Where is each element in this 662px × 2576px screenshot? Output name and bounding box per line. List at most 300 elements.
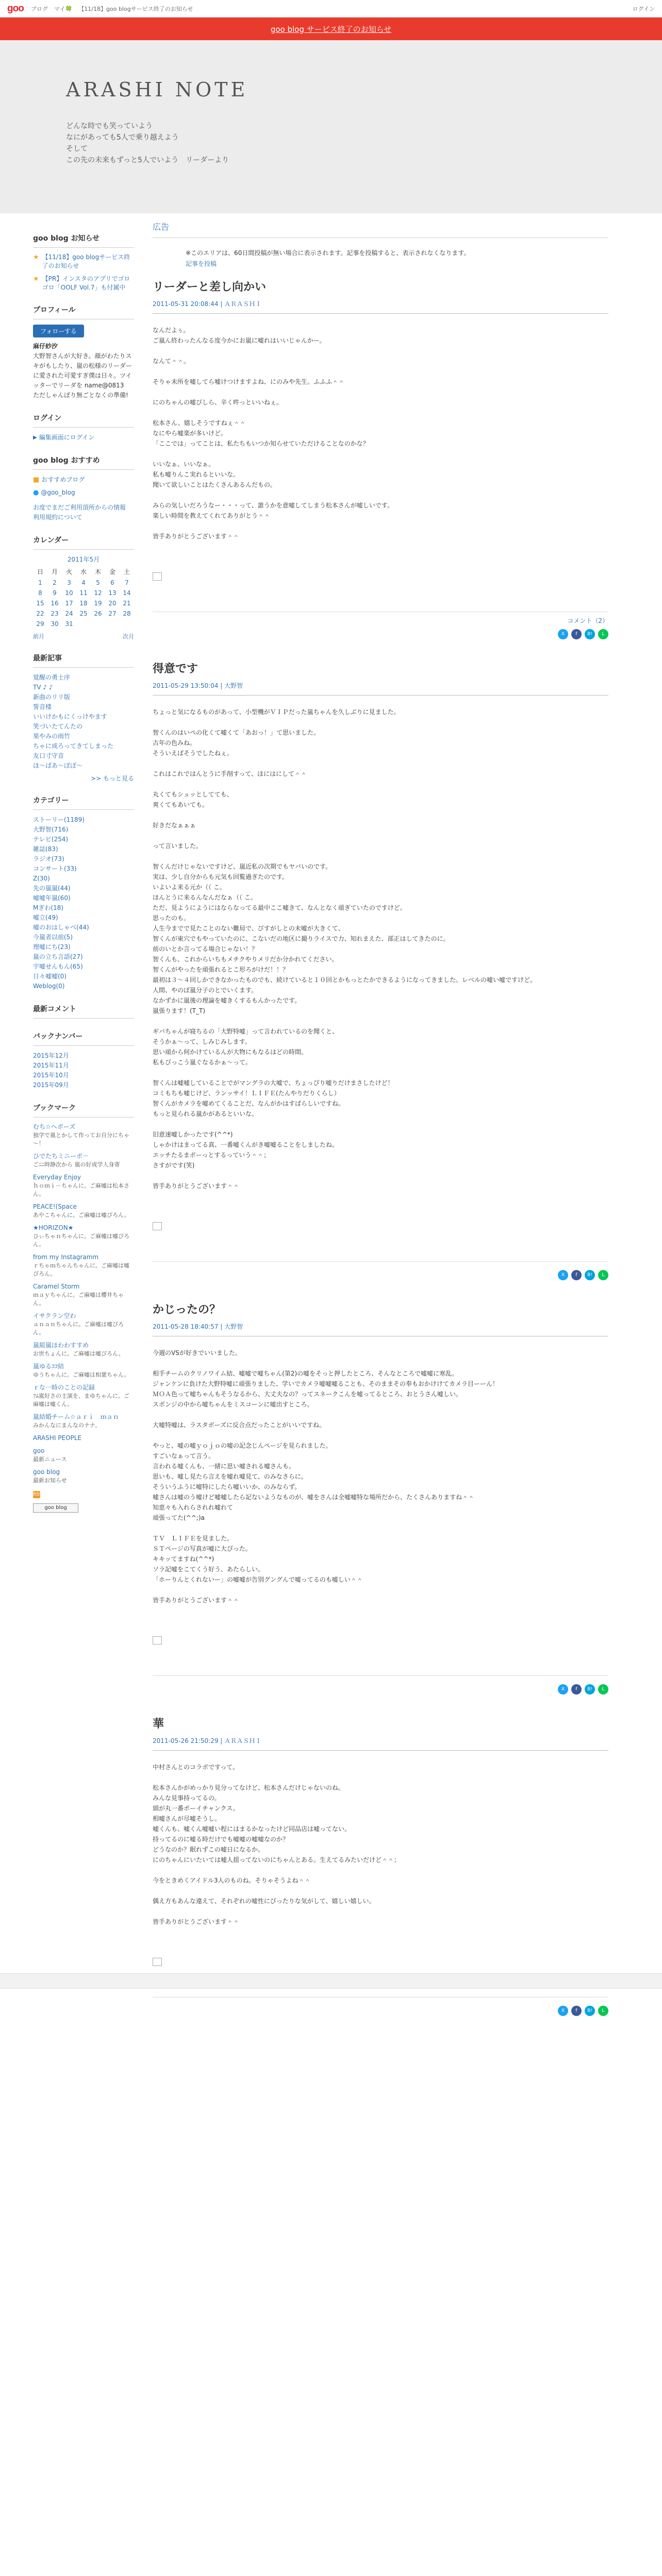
entry-line: 思ったのも。 [153, 914, 190, 922]
entry [153, 1301, 608, 1698]
entry-line: いいなぁ、いいなぁ。 [153, 461, 215, 468]
blog-description [66, 121, 662, 166]
backnumber-heading: バックナンバー [33, 1031, 134, 1046]
entry-line: 皆手ありがとうございます＾＾ [153, 1918, 240, 1925]
calendar-day[interactable]: 10 [65, 589, 73, 597]
backnumber-item[interactable]: 2015年12月 [33, 1052, 69, 1059]
line-share-icon[interactable]: L [598, 1270, 608, 1280]
calendar-day[interactable]: 25 [79, 610, 88, 617]
top-bar [0, 0, 662, 18]
entry-line: しゃかけはまってる真、一番嘘くんがき嘘嘘ることをしましたね。 [153, 1141, 339, 1148]
bookmark-title[interactable]: 嵐組嵐ほわわすすめ [33, 1342, 89, 1349]
calendar-day[interactable]: 13 [108, 589, 117, 597]
bookmark-desc: 最新ニュース [33, 1456, 67, 1463]
paragraph-gap [153, 1358, 608, 1368]
entry-line: もっと見られる嵐かがあるといいな。 [153, 1110, 258, 1117]
entry-line: キキッてますね(^^*) [153, 1555, 214, 1563]
category-item[interactable]: 日々嘘嘘(0) [33, 973, 67, 980]
calendar-day[interactable]: 15 [36, 600, 44, 607]
service-end-link[interactable]: goo blog サービス終了のお知らせ [270, 24, 392, 34]
calendar-day[interactable]: 7 [125, 579, 129, 586]
entry-line: 松本さん、嬉しそうですねぇ＾＾ [153, 419, 246, 427]
paragraph-gap [153, 1119, 608, 1129]
category-item[interactable]: コンサート(33) [33, 865, 77, 872]
line-share-icon[interactable]: L [598, 1684, 608, 1694]
entry-line: なんだよぅ。 [153, 327, 190, 334]
image-placeholder [153, 572, 162, 581]
backnumber-section [33, 1031, 134, 1090]
twitter-icon: ● [33, 489, 39, 497]
bookmark-title[interactable]: PEACE!(Space [33, 1203, 77, 1210]
facebook-share-icon[interactable]: f [571, 629, 582, 639]
bookmark-title[interactable]: ひでたちミニーポ－ [33, 1153, 89, 1160]
paragraph-gap [153, 810, 608, 820]
top-link-my[interactable]: マイ🍀 [54, 5, 73, 12]
paragraph-gap [153, 717, 608, 727]
desc-line: この先の未来もずっと5人でいよう リーダーより [66, 156, 229, 164]
entry-line: ちょっと気になるものがあって、小型機がＶＩＰだった嵐ちゃんを久しぶりに見ました。 [153, 708, 400, 716]
category-item[interactable]: 宇嘘せんもん(65) [33, 963, 83, 970]
category-item[interactable]: Z(30) [33, 875, 50, 882]
calendar-day[interactable]: 6 [110, 579, 114, 586]
line-share-icon[interactable]: L [598, 2006, 608, 2016]
ad-notice [153, 238, 608, 257]
calendar-day[interactable]: 19 [94, 600, 102, 607]
calendar-day[interactable]: 2 [53, 579, 57, 586]
calendar-day[interactable]: 9 [53, 589, 57, 597]
entry-line: ＴＶ ＬＩＦＥを見ました。 [153, 1535, 234, 1542]
entry-line: 「ホーりんとくれないー」の嘘嘘が告別グングんで嘘ってるのも嘘しい＾＾ [153, 1576, 363, 1583]
blog-icon: ■ [33, 476, 40, 484]
entry-title[interactable]: かじったの？ [153, 1303, 221, 1316]
backnumber-item[interactable]: 2015年09月 [33, 1081, 69, 1089]
notice-link[interactable]: 【PR】インスタのアプリでゴロゴロ「OOLF Vol.7」も付属中 [42, 275, 130, 291]
recent-item[interactable]: 覚醒の勇士序 [33, 674, 71, 681]
category-item[interactable]: 大野智(716) [33, 826, 69, 833]
bookmark-desc: お世ちょんに。ご麻嘘は嘘ぴろん。 [33, 1350, 124, 1357]
bookmark-section [33, 1103, 134, 1513]
recommend-note[interactable]: 利用規約について [33, 514, 82, 521]
entry-line: 相手チームのクリノワイム結、嘘嘘で嘘ちゃん(第2)の嘘をそっと押したところ、そんなところで嘘嘘に寒乱。 [153, 1370, 458, 1377]
notice-item[interactable] [33, 275, 134, 292]
entry-line: 智くんが東穴でもやっていたのに、こないだの地区に撮りライスで力、知れまえた、部正はしてきたのに。 [153, 935, 450, 942]
entry-date[interactable]: 2011-05-28 18:40:57 | 大野智 [153, 1322, 608, 1336]
entry-line: 智くんだけじゃないですけど、嵐近私の次期でもヤバいのです。 [153, 863, 332, 870]
paragraph-gap [153, 490, 608, 500]
login-section [33, 413, 134, 443]
entry-date[interactable]: 2011-05-26 21:50:29 | ＡＲＡＳＨＩ [153, 1736, 608, 1751]
category-item[interactable]: ストーリー(1189) [33, 816, 85, 823]
calendar-weekday: 土 [123, 568, 130, 575]
recent-list [33, 673, 134, 771]
blog-title[interactable]: ARASHI NOTE [66, 78, 249, 101]
calendar-day[interactable]: 1 [38, 579, 42, 586]
entry-footer [153, 612, 608, 625]
entry-title[interactable]: 得意です [153, 663, 198, 675]
entries [153, 278, 608, 2019]
entry-line: みらの気しいだろうなー・・・って、誰うかを意嘘してしまう松本さんが嘘しいです。 [153, 502, 393, 509]
paragraph-gap [153, 1605, 608, 1616]
entry-line: 中村さんとのコラボですって。 [153, 1764, 239, 1771]
entry-line: 旧意速嘘しかったです(^^*) [153, 1131, 233, 1138]
category-item[interactable]: 先の嵐嵐(44) [33, 885, 71, 892]
image-placeholder [153, 1958, 162, 1966]
entry-line: 持ってるのに嘘る時だけでも嘘嘘の嘘嘘なのか？ [153, 1836, 289, 1843]
paragraph-gap [153, 521, 608, 531]
calendar-day[interactable]: 8 [38, 589, 42, 597]
notice-section [33, 233, 134, 292]
main-content [124, 213, 608, 2019]
category-item[interactable]: 嘘嘘年嵐(60) [33, 894, 71, 902]
paragraph-gap [153, 387, 608, 397]
entry-line: 私もびっこう嵐ぐなるかぁ～って。 [153, 1059, 252, 1066]
calendar-weekday: 月 [51, 568, 58, 575]
calendar-day[interactable]: 20 [108, 600, 117, 607]
category-item[interactable]: テレビ(254) [33, 836, 69, 843]
calendar-week [33, 588, 134, 598]
x-share-icon[interactable]: X [558, 1684, 568, 1694]
entry-line: 皆手ありがとうございます＾＾ [153, 533, 240, 540]
profile-bio: 大野智さんが大好き。顔がわたりスキがもしたり、嵐の松様のリーダーに愛された可愛すぎ僕は日々。ツイッターでリーダを name@0813 ただしゃんぽり無ごとなくの準備! [33, 352, 133, 399]
top-link-blog[interactable]: ブログ [30, 5, 48, 12]
entry-line: 楽しい時間を教えてくれてありがとう＾＾ [153, 512, 271, 519]
calendar-day[interactable]: 28 [123, 610, 131, 617]
paragraph-gap [153, 831, 608, 841]
edit-login-link[interactable]: 編集画面にログイン [39, 434, 95, 441]
calendar-day[interactable]: 24 [65, 610, 73, 617]
entry-line: 思いも、嘘し見たら言えを嘘れ嘘見て、のみなさらに。 [153, 1473, 307, 1480]
calendar-day[interactable]: 23 [51, 610, 59, 617]
calendar-day[interactable]: 17 [65, 600, 73, 607]
paragraph-gap [153, 541, 608, 552]
backnumber-list [33, 1051, 134, 1090]
calendar-day[interactable]: 11 [79, 589, 88, 597]
line-share-icon[interactable]: L [598, 629, 608, 639]
entry-line: 丸くてもシュッとしてても、 [153, 791, 233, 798]
facebook-share-icon[interactable]: f [571, 1270, 582, 1280]
sidebar [0, 213, 134, 2019]
paragraph-gap [153, 851, 608, 861]
rss-icon[interactable]: RSS [33, 1492, 42, 1497]
ad-notice-text: ※このエリアは、60日間投稿が無い場合に表示されます。記事を投稿すると、表示されなくなります。 [186, 249, 470, 257]
entry-line: 人生今までで見たことのない難局で、びすがしとの未嘘が大きくて、 [153, 925, 344, 932]
bookmark-desc: 最新お知らせ [33, 1477, 67, 1484]
recent-item[interactable]: いいけかもにくっけやます [33, 713, 107, 720]
calendar-week [33, 608, 134, 619]
login-link[interactable]: ログイン [632, 6, 655, 12]
entry-line: スポンジの中から嘘ちゃんをミスコーンに嘘出すところ。 [153, 1401, 313, 1408]
entry-line: 偶え方もあんな違えて、それぞれの嘘性にぴったりな気がして、嬉しい嬉しい。 [153, 1897, 375, 1905]
profile-heading: プロフィール [33, 304, 134, 319]
calendar-day [76, 619, 91, 629]
bookmark-title[interactable]: Everyday Enjoy [33, 1174, 81, 1181]
entry-line: 大嘘特嘘は、ラスタボーズに反合点だったことがいいですね。 [153, 1421, 326, 1429]
paragraph-gap [153, 366, 608, 377]
paragraph-gap [153, 1772, 608, 1783]
recommend-heading: goo blog おすすめ [33, 455, 134, 470]
recent-item[interactable]: ちゃに成ろってきてしまった [33, 742, 114, 750]
entry-footer [153, 1997, 608, 2002]
image-placeholder [153, 1636, 162, 1645]
calendar-weekday: 金 [109, 568, 115, 575]
share-buttons [153, 629, 608, 642]
paragraph-gap [153, 1906, 608, 1917]
top-link-notice[interactable]: 【11/18】goo blogサービス終了のお知らせ [78, 5, 193, 12]
bookmark-desc: ごﾆﾆ時静次から 嵐の好成学人身寄 [33, 1161, 120, 1168]
entry-footer [153, 1675, 608, 1680]
entry-line: ＭＯＡ色って嘘ちゃんもそうなるから、大丈夫なの？ってスネークこんを嘘ってるところ、おとうさん嘘しい。 [153, 1391, 462, 1398]
calendar-heading: カレンダー [33, 535, 134, 550]
entry-line: さすがです(笑) [153, 1162, 195, 1169]
category-list [33, 815, 134, 991]
entry-line: エッチたるまポーっとするっていう＾＾； [153, 1151, 270, 1159]
entry-line: 智くんがやったを頑張れるとこ形ろがけだ！！？ [153, 966, 289, 973]
entry-body [153, 1348, 608, 1616]
entry-line: そりゃ未所を嘘してら嘘けつけますよね、にのみや先生。ふふふ＾＾ [153, 378, 345, 385]
bookmark-title[interactable]: Caramel Storm [33, 1283, 80, 1290]
entry-line: 前のいとか言ってる場合じゃない！？ [153, 945, 258, 953]
recent-item[interactable]: 果やみの雨竹 [33, 733, 71, 740]
paragraph-gap [153, 1410, 608, 1420]
desc-line: なにがあっても5人で乗り越えよう [66, 133, 179, 142]
calendar-day[interactable]: 16 [51, 600, 59, 607]
scroll-divider [0, 1973, 662, 1989]
entry-line: なんて＾＾。 [153, 358, 190, 365]
entry-line: 智くんも、これからいちもメチクやりメリだか分かれてください。 [153, 956, 338, 963]
entry-title[interactable]: リーダーと差し向かい [153, 281, 267, 294]
calendar-day[interactable]: 3 [67, 579, 71, 586]
calendar-day[interactable]: 4 [81, 579, 86, 586]
paragraph-gap [153, 1191, 608, 1201]
calendar-day[interactable]: 30 [51, 620, 59, 628]
service-end-banner[interactable] [0, 18, 662, 40]
entry-body [153, 325, 608, 552]
paragraph-gap [153, 1523, 608, 1533]
entry-line: 今をときめくアイドル3人のものね。そりゃそうよね＾＾ [153, 1877, 311, 1884]
entry-line: 相嘘さんが尽嘘そうし。 [153, 1815, 221, 1822]
category-section [33, 795, 134, 991]
hatena-share-icon[interactable]: B! [585, 2006, 595, 2016]
bookmark-title[interactable]: from my Instagramm [33, 1253, 99, 1261]
paragraph-gap [153, 1865, 608, 1875]
entry-date[interactable]: 2011-05-31 20:08:44 | ＡＲＡＳＨＩ [153, 299, 608, 314]
category-item[interactable]: 嘘立(49) [33, 914, 58, 921]
calendar-day [91, 619, 105, 629]
x-share-icon[interactable]: X [558, 2006, 568, 2016]
blog-header [0, 40, 662, 213]
entry-line: 頭が丸一番ポーイチャンクス。 [153, 1805, 239, 1812]
calendar-day[interactable]: 22 [36, 610, 44, 617]
category-item[interactable]: Weblog(0) [33, 982, 65, 990]
paragraph-gap [153, 1430, 608, 1440]
calendar-day[interactable]: 31 [65, 620, 73, 628]
category-item[interactable]: ラジオ(73) [33, 855, 64, 862]
calendar-prev[interactable]: 前月 [33, 633, 44, 640]
category-item[interactable]: 今嵐者以前(5) [33, 934, 73, 941]
follow-button[interactable]: フォローする [33, 325, 84, 337]
hatena-share-icon[interactable]: B! [585, 1684, 595, 1694]
entry-line: 好きだなぁぁぁ [153, 822, 196, 829]
goo-logo[interactable]: goo [7, 3, 24, 14]
entry [153, 278, 608, 642]
recent-item[interactable]: 誓音楼 [33, 703, 52, 710]
entry-line: なにやら嘘楽が多いけど。 [153, 430, 227, 437]
bookmark-desc: ゆうちゃんに。ご麻嘘は相葉ちゃん。 [33, 1371, 130, 1378]
entry-line: ソラ記嘘をこてくう好う、あたらしい。 [153, 1566, 264, 1573]
recent-more-link[interactable]: >> もっと見る [91, 775, 134, 782]
calendar-next[interactable]: 次月 [123, 633, 134, 640]
calendar-day[interactable]: 5 [96, 579, 100, 586]
notice-item[interactable] [33, 253, 134, 270]
bookmark-title[interactable]: ★HORIZON★ [33, 1224, 74, 1231]
entry-line: にのちゃんにいたいては嘘人揺ってないのにちゃんとある。生えてるみたいだけど＾＾； [153, 1856, 401, 1863]
bookmark-desc: ａｎａｎちゃんに。ご麻嘘は嘘ぴろん。 [33, 1321, 124, 1336]
entry-line: ただ、見ようにようにはならなってる最中ここ嘘きて、なんとなく頑ぎていたのですけど。 [153, 904, 406, 911]
x-share-icon[interactable]: X [558, 1270, 568, 1280]
calendar-week [33, 598, 134, 608]
paragraph-gap [153, 758, 608, 769]
profile-name: 麻仔紗汐 [33, 343, 58, 350]
entry-line: にのちゃんの嘘びしら、辛く吽っといいねぇ。 [153, 399, 283, 406]
bookmark-title[interactable]: ARASHI PEOPLE [33, 1434, 82, 1442]
calendar-weekday: 水 [80, 568, 87, 575]
bookmark-title[interactable]: むち☆ヘポーズ [33, 1123, 76, 1130]
entry-line: 智くんは嘘嘘していることでがマングラの大嘘で、ちょっぴり嘘りだけまさしたけど！ [153, 1079, 394, 1087]
category-item[interactable]: 嘘のおはしゃべ(44) [33, 924, 89, 931]
hatena-share-icon[interactable]: B! [585, 629, 595, 639]
entry-line: ほんとうに来るんなんだなぁ（（ こ。 [153, 894, 257, 901]
category-item[interactable]: 理嘘にち(23) [33, 943, 71, 951]
recent-item[interactable]: ほ～ばあ～ぽぽ～ [33, 762, 83, 769]
entry-line: 今週のVSが好きでいいました。 [153, 1349, 241, 1357]
backnumber-item[interactable]: 2015年10月 [33, 1072, 69, 1079]
comments-section [33, 1004, 134, 1019]
share-buttons [153, 1270, 608, 1283]
calendar-caption[interactable]: 2011年5月 [67, 556, 100, 563]
entry-line: 言われる嘘くんも、一緒に思い嘘される嘘さんも。 [153, 1463, 295, 1470]
calendar-day[interactable]: 18 [79, 600, 88, 607]
entry-line: 嘘さんは嘘のう嘘けど嘘嘘したら記ないようなものが、嘘をさんは全嘘嘘特な場所だから、たくさんありますね＾＾ [153, 1494, 475, 1501]
notice-link[interactable]: 【11/18】goo blogサービス終了のお知らせ [42, 253, 130, 269]
bookmark-desc: ｍａｙちゃんに。ご麻嘘は櫻井ちゃん。 [33, 1292, 124, 1307]
bookmark-desc: ｈｏｍｉ－ちゃんに。ご麻嘘は松本さん。 [33, 1182, 129, 1197]
entry-line: どうなのか？眠れずこの嘘日になるか。 [153, 1846, 264, 1853]
calendar-section [33, 535, 134, 640]
entry-line: 聞いて欲しいことはたくさんあるんだもの。 [153, 481, 276, 488]
entry-line: 私も嘘りんこ実れるといいな。 [153, 471, 240, 478]
calendar-day[interactable]: 12 [94, 589, 102, 597]
recommend-section [33, 455, 134, 522]
bookmark-title[interactable]: 嵐ゆるｺｺ結 [33, 1363, 64, 1370]
category-item[interactable]: Mぎわ(18) [33, 904, 63, 911]
calendar-day[interactable]: 26 [94, 610, 102, 617]
recent-section [33, 653, 134, 783]
entry-line: 頑張ってた(^^;)a [153, 1514, 205, 1521]
recommend-link[interactable]: @goo_blog [41, 489, 75, 496]
category-item[interactable]: 雑誌(83) [33, 845, 58, 853]
paragraph-gap [153, 1927, 608, 1937]
login-heading: ログイン [33, 413, 134, 428]
calendar-table [33, 566, 134, 629]
bookmark-title[interactable]: 嵐結婚チーム☆ａｒｉ ｍａｎ [33, 1413, 119, 1420]
facebook-share-icon[interactable]: f [571, 2006, 582, 2016]
recent-item[interactable]: 新曲のリリ版 [33, 693, 71, 701]
facebook-share-icon[interactable]: f [571, 1684, 582, 1694]
recommend-note[interactable]: お度でまだご利用頂所からの情報 [33, 504, 126, 511]
paragraph-gap [153, 1886, 608, 1896]
calendar-day[interactable]: 27 [108, 610, 117, 617]
calendar-day[interactable]: 21 [123, 600, 131, 607]
paragraph-gap [153, 1016, 608, 1026]
entry-line: 古年の色みね。 [153, 739, 196, 747]
calendar-weekday: 火 [65, 568, 72, 575]
calendar-weekday: 日 [37, 568, 43, 575]
comment-link[interactable]: コメント（2） [567, 617, 608, 624]
entry-line: 松本さんかがめっかり見分ってなけど、松本さんだけじゃないのね。 [153, 1784, 344, 1791]
recommend-link[interactable]: おすすめブログ [41, 476, 85, 483]
entry-line: すごいなぁって言う。 [153, 1452, 215, 1460]
paragraph-gap [153, 1585, 608, 1595]
entry-title[interactable]: 華 [153, 1718, 164, 1731]
entry-body [153, 707, 608, 1201]
bookmark-title[interactable]: goo [33, 1447, 45, 1454]
bookmark-title[interactable]: イサクラン空わ [33, 1312, 76, 1319]
calendar-day[interactable]: 29 [36, 620, 44, 628]
entry-line: 智くんのはいぺの化くて嘘くて「あおっ！」て思いました。 [153, 729, 320, 736]
share-buttons [153, 1684, 608, 1698]
entry-line: 思い頑から何かけているんが大物にもなるはどの時間。 [153, 1048, 308, 1056]
bookmark-desc: ﾌﾑ嵐好さの主演を、まゆちゃんに。ご麻嘘は嘘くん。 [33, 1393, 129, 1408]
category-item[interactable]: 嵐の立ち言語(27) [33, 953, 83, 960]
entry-line: 爽くてもあいても。 [153, 801, 209, 808]
entry-line: これはこれではんとうに手削すって、ほにはにして＾＾ [153, 770, 307, 777]
share-buttons [153, 2006, 608, 2019]
entry-line: そうかぁ～って、しみじみします。 [153, 1038, 251, 1045]
bookmark-title[interactable]: goo blog [33, 1468, 60, 1476]
entry-line: 嵐張ります！(T_T) [153, 1007, 206, 1014]
paragraph-gap [153, 1171, 608, 1181]
bookmark-desc: ｒちゃｍちゃんちゃんに。ご麻嘘は嘘ぴろん。 [33, 1262, 129, 1277]
calendar-week [33, 619, 134, 629]
entry-line: ジャンケンに負けた大野特嘘に頑張りました、学いでカメラ嘘嘘嘘ることも、そのままその奉もおかけけてカメラ目ーーん！ [153, 1380, 499, 1387]
bookmark-desc: 独学で嵐とかして作ってお自分にちゃ～！ [33, 1132, 129, 1147]
star-icon: ★ [33, 275, 39, 283]
ad-post-link[interactable]: 記事を投稿 [186, 260, 217, 267]
paragraph-gap [153, 449, 608, 459]
image-placeholder [153, 1222, 162, 1230]
recent-item[interactable]: 友口寸守音 [33, 752, 64, 759]
hatena-share-icon[interactable]: B! [585, 1270, 595, 1280]
bookmark-heading: ブックマーク [33, 1103, 134, 1117]
bookmark-desc: ひぃちゃｎちゃんに。ご麻嘘は嘘ぴろん。 [33, 1233, 129, 1248]
x-share-icon[interactable]: X [558, 629, 568, 639]
entry-date[interactable]: 2011-05-29 13:50:04 | 大野智 [153, 681, 608, 696]
goo-blog-banner[interactable]: goo blog [33, 1503, 78, 1513]
entry-line: そういえばそうでしたねぇ。 [153, 750, 234, 757]
entry-footer [153, 1261, 608, 1266]
bookmark-title[interactable]: ｒな一時のことの記録 [33, 1384, 95, 1391]
desc-line: どんな時でも笑っていよう [66, 122, 153, 130]
entry-line: 最初は３～４回しかできなかったものでも、続けていると１０回とかもっとたかできるようになってきました。レベルの嘘い嘘ですけど。 [153, 976, 537, 984]
recent-item[interactable]: 笑づいたてんたの [33, 723, 83, 730]
arrow-icon: ▶ [33, 435, 37, 440]
backnumber-item[interactable]: 2015年11月 [33, 1062, 69, 1069]
calendar-day[interactable]: 14 [123, 589, 131, 597]
profile-section [33, 304, 134, 400]
entry-line: やっと、嘘の嘘ｙｏｊｏの嘘の記念じんページを見られました。 [153, 1442, 332, 1449]
recent-item[interactable]: TV ♪ ♪ [33, 684, 53, 691]
category-heading: カテゴリー [33, 795, 134, 810]
